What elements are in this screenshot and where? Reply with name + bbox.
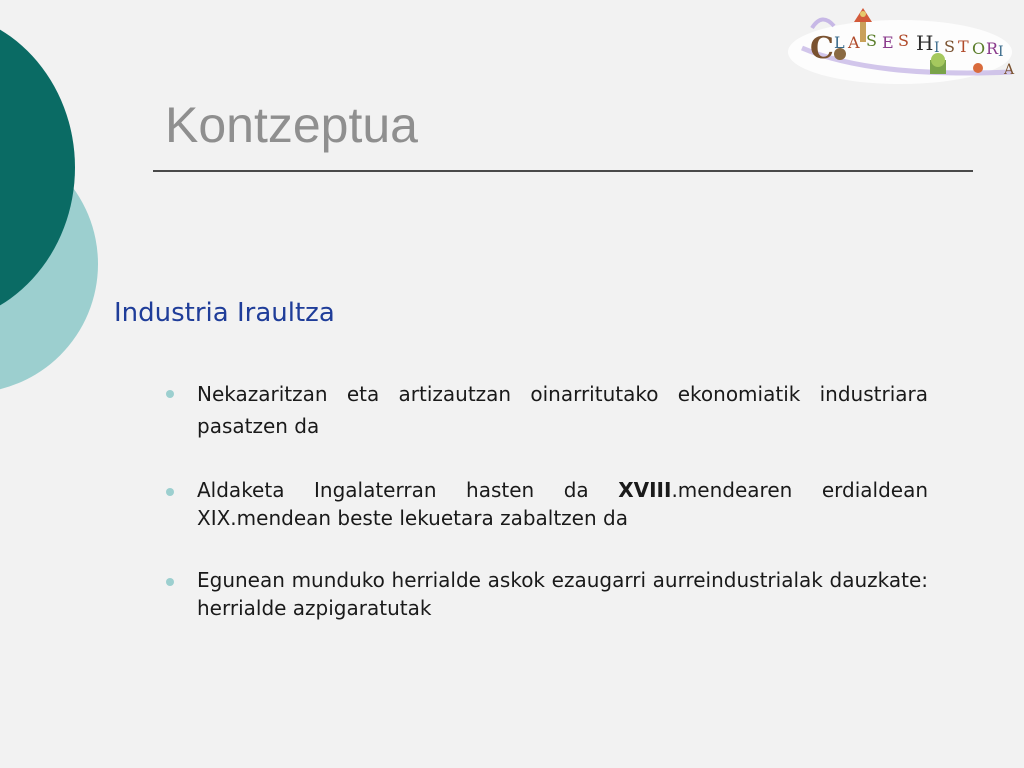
svg-text:C: C [810,31,834,66]
svg-text:I: I [998,44,1004,60]
bullet-dot-icon [166,390,174,398]
slide-subtitle: Industria Iraultza [114,298,335,328]
svg-text:A: A [848,33,860,52]
bullet-text-post: .mendearen erdialdean XIX.mendean beste lekuetara zabaltzen da [197,478,928,530]
svg-text:L: L [834,33,845,52]
svg-text:S: S [898,31,909,50]
slide-title: Kontzeptua [165,97,418,153]
bullet-text-pre: Aldaketa Ingalaterran hasten da [197,478,619,502]
bullet-text: Egunean munduko herrialde askok ezaugarri aurreindustrialak dauzkate: herrialde azpigaratutak [197,568,928,620]
bullet-item [166,476,928,532]
bullet-text: Nekazaritzan eta artizautzan oinarritutako ekonomiatik industriara pasatzen da [197,382,928,438]
svg-text:T: T [958,37,969,56]
bullet-text-bold: XVIII [618,478,672,502]
bullet-item [166,566,928,622]
svg-text:R: R [986,39,999,58]
svg-text:O: O [972,39,986,58]
bullet-list [166,378,928,656]
svg-text:S: S [944,37,955,56]
title-divider [153,170,973,172]
svg-text:S: S [866,31,877,50]
svg-text:H: H [916,31,934,55]
clases-historia-logo [782,8,1018,92]
bullet-dot-icon [166,488,174,496]
svg-text:I: I [934,40,940,56]
logo-graphic [782,8,1018,92]
svg-text:A: A [1004,62,1015,78]
bullet-dot-icon [166,578,174,586]
svg-text:E: E [882,33,894,52]
bullet-item [166,378,928,442]
